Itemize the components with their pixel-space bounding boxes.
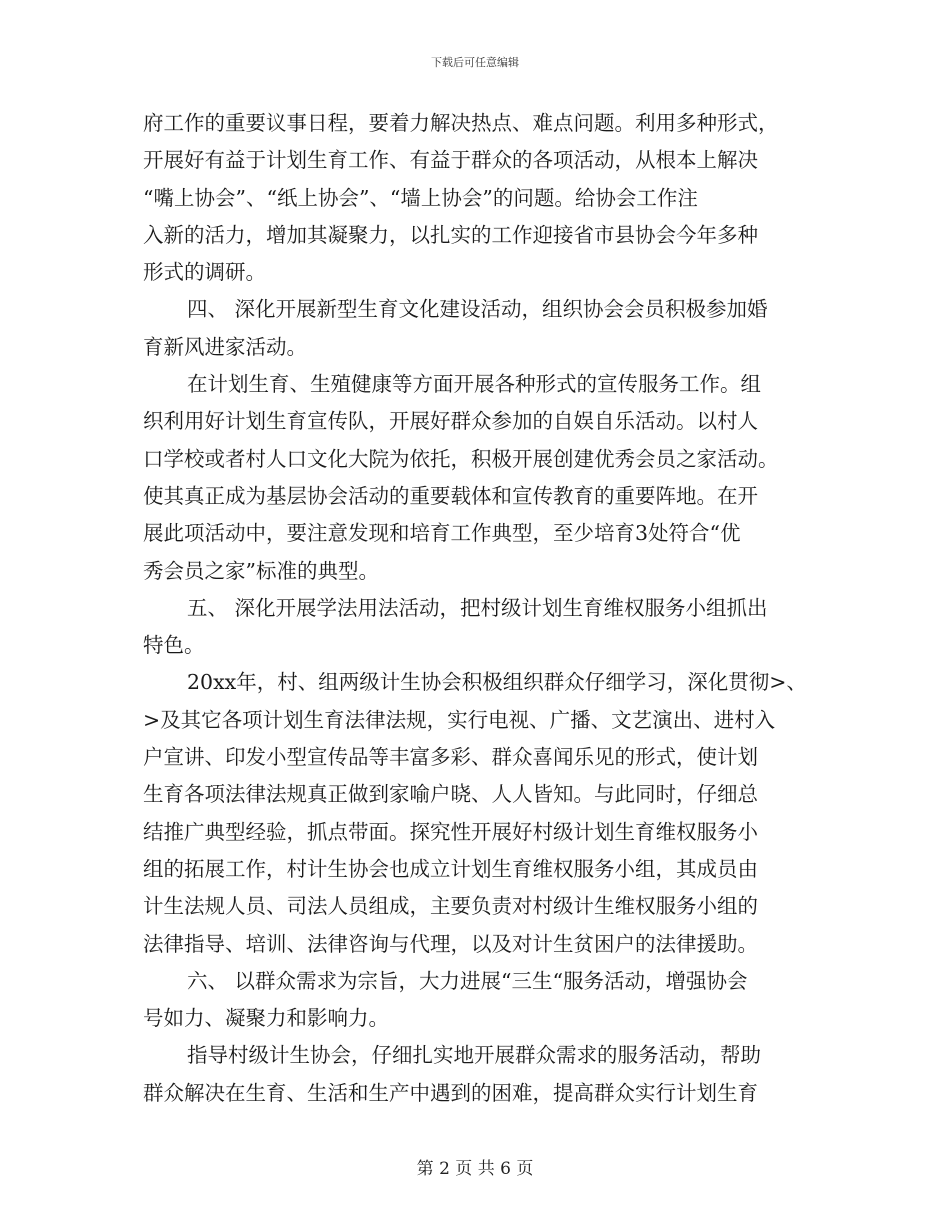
section-heading-line: 五、 深化开展学法用法活动，把村级计划生育维权服务小组抓出	[187, 595, 768, 620]
body-line: >及其它各项计划生育法律法规，实行电视、广播、文艺演出、进村入	[143, 707, 776, 732]
body-line: 生育各项法律法规真正做到家喻户晓、人人皆知。与此同时，仔细总	[143, 782, 758, 807]
body-line: 府工作的重要议事日程，要着力解决热点、难点问题。利用多种形式，	[143, 111, 779, 135]
body-line: 20xx年，村、组两级计生协会积极组织群众仔细学习，深化贯彻>、	[187, 670, 807, 695]
body-line: 入新的活力，增加其凝聚力，以扎实的工作迎接省市县协会今年多种	[143, 222, 758, 247]
body-line: 组的拓展工作，村计生协会也成立计划生育维权服务小组，其成员由	[143, 856, 758, 881]
section-heading-line: 特色。	[143, 633, 205, 658]
body-line: 法律指导、培训、法律咨询与代理，以及对计生贫困户的法律援助。	[143, 931, 758, 956]
body-line: 使其真正成为基层协会活动的重要载体和宣传教育的重要阵地。在开	[143, 483, 758, 508]
body-line: 形式的调研。	[143, 260, 266, 285]
section-heading-line: 育新风进家活动。	[143, 334, 307, 359]
document-body	[143, 105, 808, 1112]
page-number-footer: 第 2 页 共 6 页	[416, 1159, 534, 1179]
body-line: 展此项活动中，要注意发现和培育工作典型，至少培育3处符合“优	[143, 521, 741, 546]
body-line: 秀会员之家”标准的典型。	[143, 558, 379, 583]
body-line: 开展好有益于计划生育工作、有益于群众的各项活动，从根本上解决	[143, 148, 758, 173]
body-line: 在计划生育、生殖健康等方面开展各种形式的宣传服务工作。组	[187, 372, 761, 397]
page-header: 下载后可任意编辑	[431, 56, 519, 69]
body-line: “嘴上协会”、“纸上协会”、“墙上协会”的问题。给协会工作注	[143, 185, 698, 210]
body-line: 结推广典型经验，抓点带面。探究性开展好村级计划生育维权服务小	[143, 819, 758, 844]
body-line: 计生法规人员、司法人员组成，主要负责对村级计生维权服务小组的	[143, 894, 758, 919]
section-heading-line: 六、 以群众需求为宗旨，大力进展“三生“服务活动，增强协会	[187, 968, 748, 993]
section-heading-line: 号如力、凝聚力和影响力。	[143, 1006, 389, 1031]
body-line: 织利用好计划生育宣传队，开展好群众参加的自娱自乐活动。以村人	[143, 409, 758, 434]
body-line: 指导村级计生协会，仔细扎实地开展群众需求的服务活动，帮助	[187, 1043, 761, 1068]
body-line: 群众解决在生育、生活和生产中遇到的困难，提高群众实行计划生育	[143, 1080, 758, 1105]
section-heading-line: 四、 深化开展新型生育文化建设活动，组织协会会员积极参加婚	[187, 297, 768, 322]
body-line: 口学校或者村人口文化大院为依托，积极开展创建优秀会员之家活动。	[143, 446, 779, 471]
body-line: 户宣讲、印发小型宣传品等丰富多彩、群众喜闻乐见的形式，使计划	[143, 745, 758, 770]
